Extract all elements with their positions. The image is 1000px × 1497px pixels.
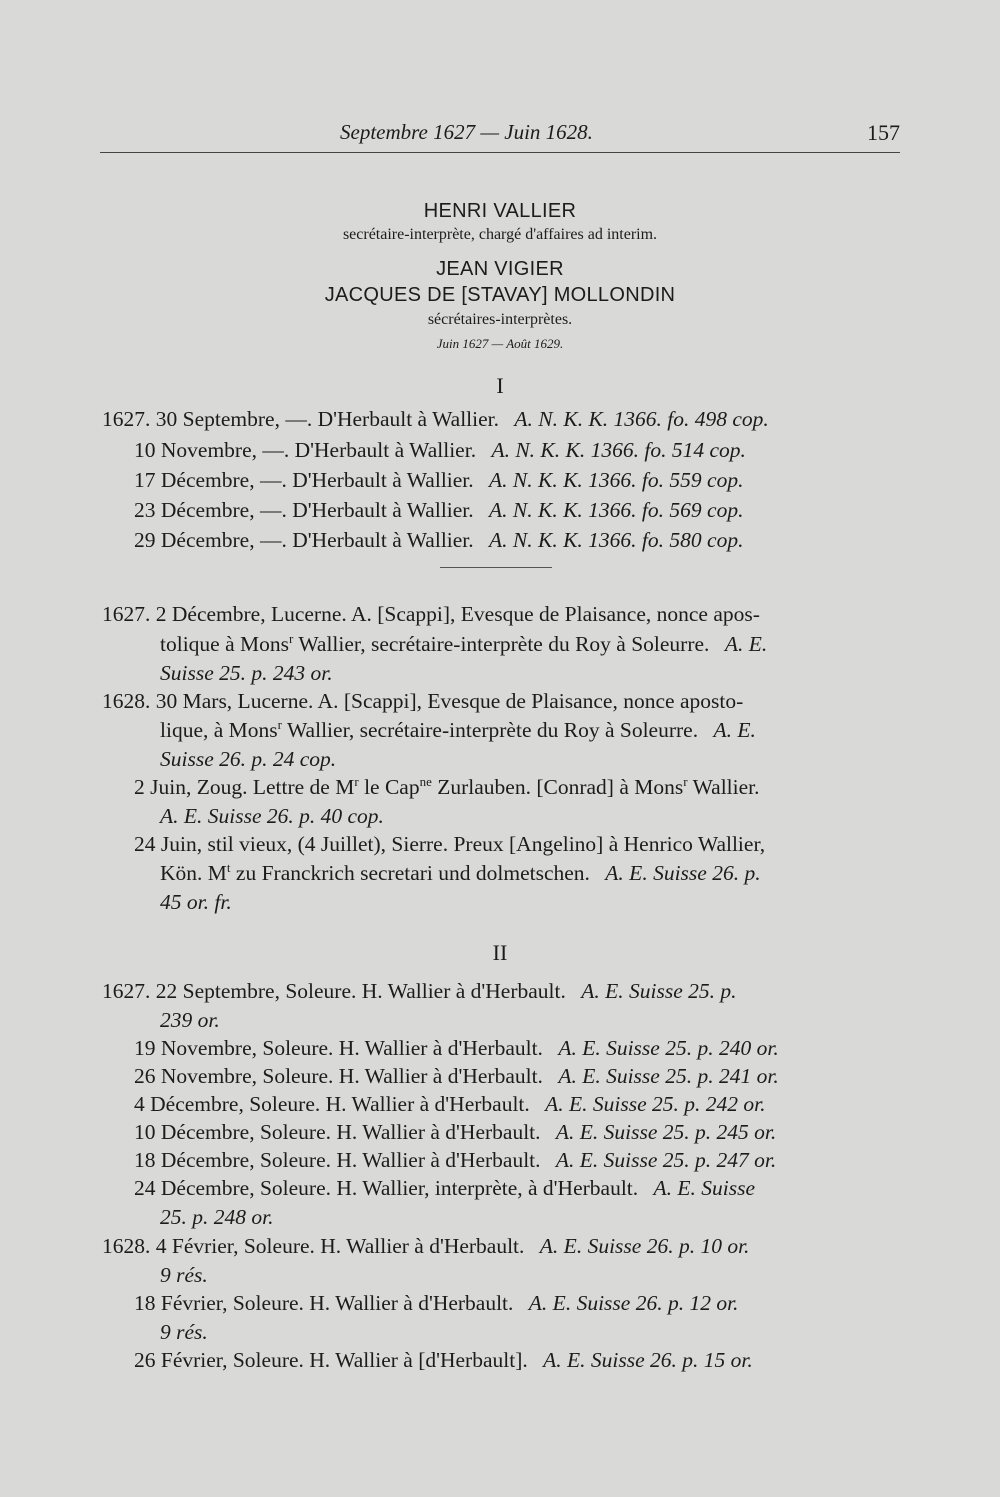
- nonce-line: 1627. 2 Décembre, Lucerne. A. [Scappi], Evesque de Plaisance, nonce apos-: [102, 602, 760, 626]
- entry-continuation: 25. p. 248 or.: [160, 1205, 274, 1229]
- nonce-ref-line: 45 or. fr.: [160, 890, 232, 914]
- entry-line: 18 Décembre, Soleure. H. Wallier à d'Herbault. A. E. Suisse 25. p. 247 or.: [134, 1148, 777, 1172]
- name-jean-vigier: JEAN VIGIER: [436, 258, 564, 280]
- entry-continuation: 9 rés.: [160, 1320, 208, 1344]
- entry-continuation: 239 or.: [160, 1008, 220, 1032]
- name-jacques-mollondin: JACQUES DE [STAVAY] MOLLONDIN: [324, 284, 676, 306]
- entry-line: 26 Février, Soleure. H. Wallier à [d'Herbault]. A. E. Suisse 26. p. 15 or.: [134, 1348, 753, 1372]
- running-title: Septembre 1627 — Juin 1628.: [340, 120, 593, 144]
- entry-line: 23 Décembre, —. D'Herbault à Wallier. A. N. K. K. 1366. fo. 569 cop.: [134, 498, 744, 522]
- nonce-ref-line: A. E. Suisse 26. p. 40 cop.: [160, 804, 384, 828]
- nonce-line: tolique à Mons$^r$ Wallier, secrétaire-interprète du Roy à Soleurre. A. E.: [160, 630, 768, 656]
- entry-line: 10 Décembre, Soleure. H. Wallier à d'Herbault. A. E. Suisse 25. p. 245 or.: [134, 1120, 777, 1144]
- entry-line: 1627. 30 Septembre, —. D'Herbault à Wallier. A. N. K. K. 1366. fo. 498 cop.: [102, 407, 769, 431]
- section-numeral-2: II: [492, 940, 508, 965]
- name-henri-vallier: HENRI VALLIER: [423, 200, 577, 222]
- entry-line: 18 Février, Soleure. H. Wallier à d'Herbault. A. E. Suisse 26. p. 12 or.: [134, 1291, 739, 1315]
- nonce-line: lique, à Mons$^r$ Wallier, secrétaire-interprète du Roy à Soleurre. A. E.: [160, 716, 756, 742]
- nonce-ref-line: Suisse 26. p. 24 cop.: [160, 747, 337, 771]
- section-numeral-1: I: [496, 373, 504, 398]
- entry-line: 1628. 4 Février, Soleure. H. Wallier à d'Herbault. A. E. Suisse 26. p. 10 or.: [102, 1234, 750, 1258]
- nonce-ref-line: Suisse 25. p. 243 or.: [160, 661, 333, 685]
- nonce-line: 2 Juin, Zoug. Lettre de $M^r$ le Cap$^{ne}$ Zurlauben. [Conrad] à Mons$^r$ Wallier.: [134, 773, 760, 799]
- date-range: Juin 1627 — Août 1629.: [436, 336, 564, 351]
- role-line-2: sécrétaires-interprètes.: [427, 311, 573, 328]
- role-line-1: secrétaire-interprète, chargé d'affaires ad interim.: [342, 226, 658, 243]
- section-divider: [440, 567, 552, 568]
- nonce-line: Kön. $M^t$ zu Franckrich secretari und dolmetschen. A. E. Suisse 26. p.: [160, 859, 761, 885]
- nonce-line: 1628. 30 Mars, Lucerne. A. [Scappi], Evesque de Plaisance, nonce aposto-: [102, 689, 744, 713]
- entry-continuation: 9 rés.: [160, 1263, 208, 1287]
- entry-line: 24 Décembre, Soleure. H. Wallier, interprète, à d'Herbault. A. E. Suisse: [134, 1176, 756, 1200]
- entry-line: 4 Décembre, Soleure. H. Wallier à d'Herbault. A. E. Suisse 25. p. 242 or.: [134, 1092, 766, 1116]
- page-number: 157: [867, 120, 900, 145]
- entry-line: 10 Novembre, —. D'Herbault à Wallier. A. N. K. K. 1366. fo. 514 cop.: [134, 438, 746, 462]
- entry-line: 26 Novembre, Soleure. H. Wallier à d'Herbault. A. E. Suisse 25. p. 241 or.: [134, 1064, 779, 1088]
- entry-line: 29 Décembre, —. D'Herbault à Wallier. A. N. K. K. 1366. fo. 580 cop.: [134, 528, 744, 552]
- running-head: [100, 116, 900, 153]
- entry-line: 17 Décembre, —. D'Herbault à Wallier. A. N. K. K. 1366. fo. 559 cop.: [134, 468, 744, 492]
- entry-line: 19 Novembre, Soleure. H. Wallier à d'Herbault. A. E. Suisse 25. p. 240 or.: [134, 1036, 779, 1060]
- nonce-line: 24 Juin, stil vieux, (4 Juillet), Sierre. Preux [Angelino] à Henrico Wallier,: [134, 832, 766, 856]
- entry-line: 1627. 22 Septembre, Soleure. H. Wallier à d'Herbault. A. E. Suisse 25. p.: [102, 979, 737, 1003]
